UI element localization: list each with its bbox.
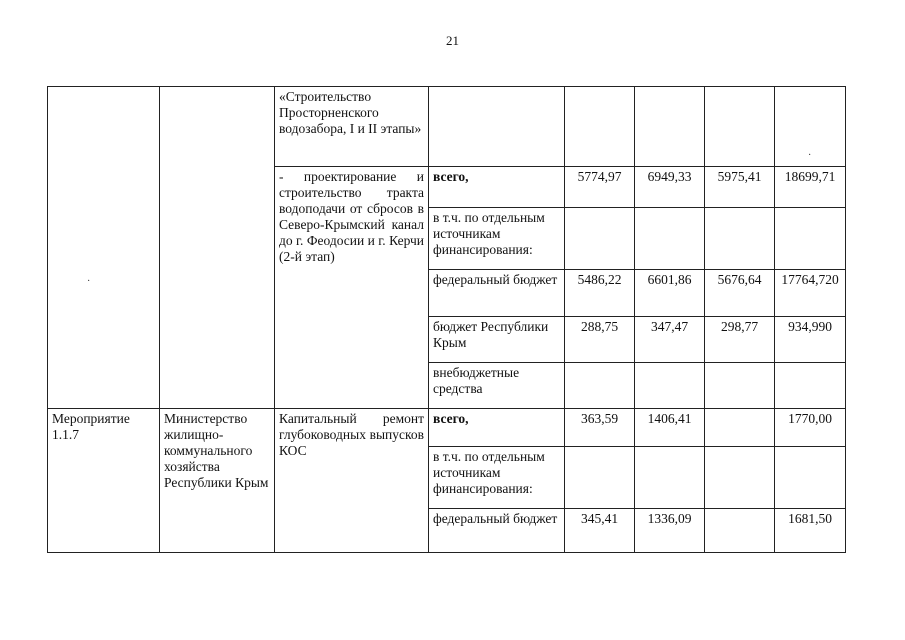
federal-value-4: 1681,50: [775, 509, 846, 553]
republic-value-2: 347,47: [635, 317, 705, 363]
federal-value-3: [705, 509, 775, 553]
total-label: всего,: [429, 409, 565, 447]
subproject-name: - проектирование и строительство тракта водоподачи от сбросов в Северо-Крымский канал до г. Феодосии и г. Керчи (2-й этап): [275, 167, 429, 409]
total-value-1: 5774,97: [565, 167, 635, 208]
project-name: «Строительство Просторненского водозабора, I и II этапы»: [275, 87, 429, 167]
total-value-3: [705, 409, 775, 447]
republic-value-3: 298,77: [705, 317, 775, 363]
total-value-2: 6949,33: [635, 167, 705, 208]
total-value-3: 5975,41: [705, 167, 775, 208]
event-number: Мероприятие 1.1.7: [48, 409, 160, 553]
total-value-1: 363,59: [565, 409, 635, 447]
federal-value-4: 17764,720: [775, 270, 846, 317]
table-row: [48, 409, 846, 447]
total-value-4: 1770,00: [775, 409, 846, 447]
federal-value-2: 6601,86: [635, 270, 705, 317]
republic-value-4: 934,990: [775, 317, 846, 363]
total-value-4: 18699,71: [775, 167, 846, 208]
federal-label: федеральный бюджет: [429, 270, 565, 317]
event-name: Капитальный ремонт глубоководных выпусков КОС: [275, 409, 429, 553]
table-row: [48, 87, 846, 167]
budget-table: [47, 86, 846, 553]
federal-value-1: 5486,22: [565, 270, 635, 317]
page-number: 21: [446, 33, 459, 48]
offbudget-label: внебюджетные средства: [429, 363, 565, 409]
federal-value-3: 5676,64: [705, 270, 775, 317]
scan-speck: ·: [87, 276, 91, 287]
federal-label: федеральный бюджет: [429, 509, 565, 553]
total-value-2: 1406,41: [635, 409, 705, 447]
sources-label: в т.ч. по отдельным источникам финансирования:: [429, 208, 565, 270]
federal-value-1: 345,41: [565, 509, 635, 553]
event-cell-empty: [48, 87, 160, 409]
scan-speck: ·: [808, 150, 812, 161]
republic-value-1: 288,75: [565, 317, 635, 363]
sources-label: в т.ч. по отдельным источникам финансирования:: [429, 447, 565, 509]
total-label: всего,: [429, 167, 565, 208]
federal-value-2: 1336,09: [635, 509, 705, 553]
executor-cell-empty: [160, 87, 275, 409]
republic-label: бюджет Республики Крым: [429, 317, 565, 363]
executor: Министерство жилищно-коммунального хозяйства Республики Крым: [160, 409, 275, 553]
